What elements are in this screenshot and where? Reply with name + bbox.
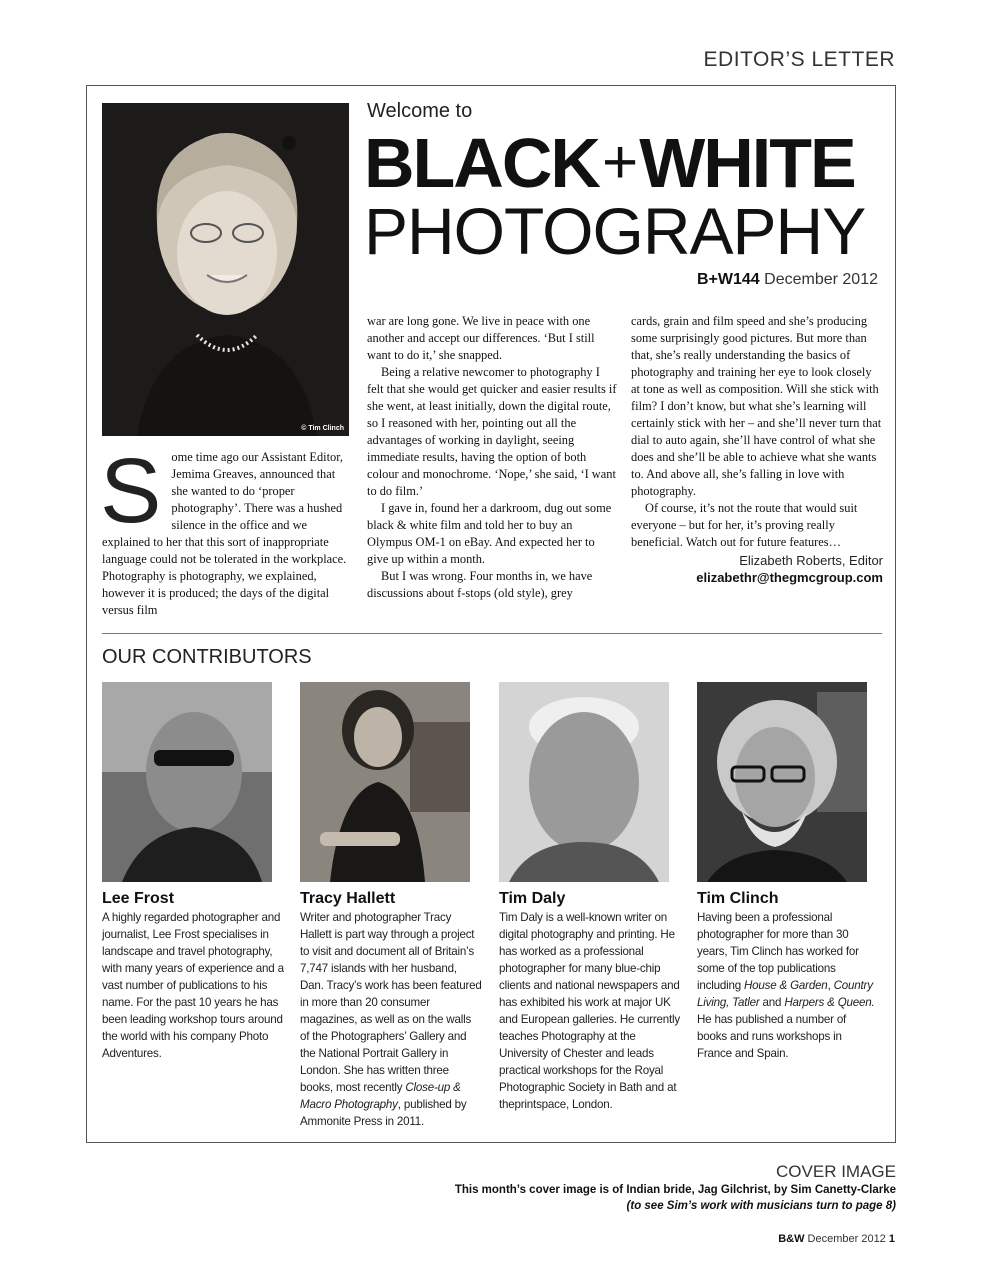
contributor-bio-emphasis: Close-up & Macro Photography <box>300 1081 461 1111</box>
cover-image-note: (to see Sim’s work with musicians turn to page 8) <box>626 1200 896 1212</box>
cover-image-caption: This month’s cover image is of Indian bride, Jag Gilchrist, by Sim Canetty-Clarke <box>454 1184 896 1196</box>
contributor-bio-text: and <box>759 996 785 1009</box>
contributor-portrait-illustration <box>102 682 272 882</box>
letter-column-2 <box>367 313 619 602</box>
contributor-tracy-hallett <box>300 682 482 1130</box>
letter-paragraph: But I was wrong. Four months in, we have discussions about f-stops (old style), grey <box>367 569 593 600</box>
issue-date: December 2012 <box>764 271 878 288</box>
editor-portrait-photo <box>102 103 349 436</box>
signature-email[interactable]: elizabethr@thegmcgroup.com <box>696 570 883 585</box>
section-label: EDITOR’S LETTER <box>703 48 895 71</box>
contributor-bio <box>300 909 482 1130</box>
letter-paragraph: Being a relative newcomer to photography I felt that she would get quicker and easier results if she went, at least initially, down the digital route, so I reasoned with her, pointing out all the advantages of working in daylight, seeing immediate results, having the option of both colour and monochrome. ‘Nope,’ she said, ‘I want to do film.’ <box>367 365 617 498</box>
contributor-portrait-illustration <box>300 682 470 882</box>
contributor-photo <box>300 682 470 882</box>
page-folio <box>778 1233 895 1245</box>
masthead-welcome: Welcome to <box>367 100 473 122</box>
letter-column-3 <box>631 313 883 586</box>
contributor-tim-daly <box>499 682 681 1113</box>
contributor-bio-text: Having been a professional photographer for more than 30 years, Tim Clinch has worked for some of the top publications including <box>697 911 859 992</box>
photo-credit: © Tim Clinch <box>301 425 344 432</box>
contributor-bio-emphasis: Country Living, Tatler <box>697 979 873 1009</box>
contributor-bio-emphasis: Harpers & Queen. <box>784 996 875 1009</box>
letter-paragraph: Of course, it’s not the route that would suit everyone – but for her, it’s proving really beneficial. Watch out for future features… <box>631 501 858 549</box>
contributor-bio-text: , <box>827 979 834 992</box>
masthead-title-photography: PHOTOGRAPHY <box>364 194 866 268</box>
contributor-name: Tim Daly <box>499 890 566 907</box>
contributor-name: Lee Frost <box>102 890 175 907</box>
contributor-photo <box>499 682 669 882</box>
contributor-name: Tim Clinch <box>697 890 779 907</box>
letter-paragraph: I gave in, found her a darkroom, dug out some black & white film and told her to buy an Olympus OM-1 on eBay. And expected her to give up within a month. <box>367 501 612 566</box>
letter-paragraph: war are long gone. We live in peace with one another and accept our differences. ‘But I still want to do it,’ she snapped. <box>367 314 595 362</box>
contributor-name: Tracy Hallett <box>300 890 396 907</box>
drop-cap: S <box>100 440 162 542</box>
letter-paragraph: cards, grain and film speed and she’s producing some surprisingly good pictures. But more than that, she’s really understanding the basics of photography and training her eye to look closely at tone as well as composition. Will she stick with film? I don’t know, but what she’s learning will certainly stick with her – and she’ll never turn that dial to auto again, she’ll have control of what she does and she’ll be able to achieve what she wants to. And above all, she’s falling in love with photography. <box>631 314 882 498</box>
masthead-title-white: WHITE <box>639 124 855 202</box>
contributor-bio-text: He has published a number of books and runs workshops in France and Spain. <box>697 1013 847 1060</box>
contributor-portrait-illustration <box>697 682 867 882</box>
folio-date: December 2012 <box>807 1233 886 1245</box>
contributor-bio-emphasis: House & Garden <box>744 979 828 992</box>
contributor-bio-text: , published by Ammonite Press in 2011. <box>300 1098 467 1128</box>
folio-page-number: 1 <box>888 1233 895 1245</box>
contributor-bio-text: Writer and photographer Tracy Hallett is part way through a project to visit and document all of Britain’s 7,747 islands with her husband, Dan. Tracy’s work has been featured in more than 20 consumer magazines, as well as on the walls of the Photographers’ Gallery and the National Portrait Gallery in London. She has written three books, most recently <box>300 911 482 1094</box>
contributor-tim-clinch <box>697 682 879 1062</box>
masthead-title-plus: + <box>601 128 637 197</box>
contributor-lee-frost <box>102 682 284 1062</box>
section-divider <box>102 633 882 634</box>
folio-mag: B&W <box>778 1233 805 1245</box>
contributor-photo <box>102 682 272 882</box>
editor-portrait-illustration <box>102 103 349 436</box>
contributor-photo <box>697 682 867 882</box>
issue-line <box>697 271 878 289</box>
cover-image-heading: COVER IMAGE <box>776 1162 896 1181</box>
masthead-title-line1 <box>364 124 855 202</box>
contributors-heading: OUR CONTRIBUTORS <box>102 646 312 668</box>
contributor-bio: Tim Daly is a well-known writer on digital photography and printing. He has worked as a professional photographer for many blue-chip clients and national newspapers and has exhibited his work at major UK and European galleries. He currently teaches Photography at the University of Chester and leads practical workshops for the Royal Photographic Society in Bath and at theprintspace, London. <box>499 911 680 1111</box>
contributor-bio: A highly regarded photographer and journalist, Lee Frost specialises in landscape and travel photography, with many years of experience and a vast number of publications to his name. For the past 10 years he has been leading workshop tours around the world with his company Photo Adventures. <box>102 911 284 1060</box>
issue-code: B+W144 <box>697 271 760 288</box>
masthead-title-black: BLACK <box>364 124 599 202</box>
letter-col1-text: ome time ago our Assistant Editor, Jemima Greaves, announced that she wanted to do ‘proper photography’. There was a hushed silence in the office and we explained to her that this sort of inappropriate language could not be tolerated in the workplace. Photography is photography, we explained, however it is produced; the days of the digital versus film <box>102 450 347 617</box>
contributor-portrait-illustration <box>499 682 669 882</box>
signature-name: Elizabeth Roberts, Editor <box>739 553 883 568</box>
contributor-bio <box>697 909 879 1062</box>
letter-column-1 <box>100 440 350 619</box>
